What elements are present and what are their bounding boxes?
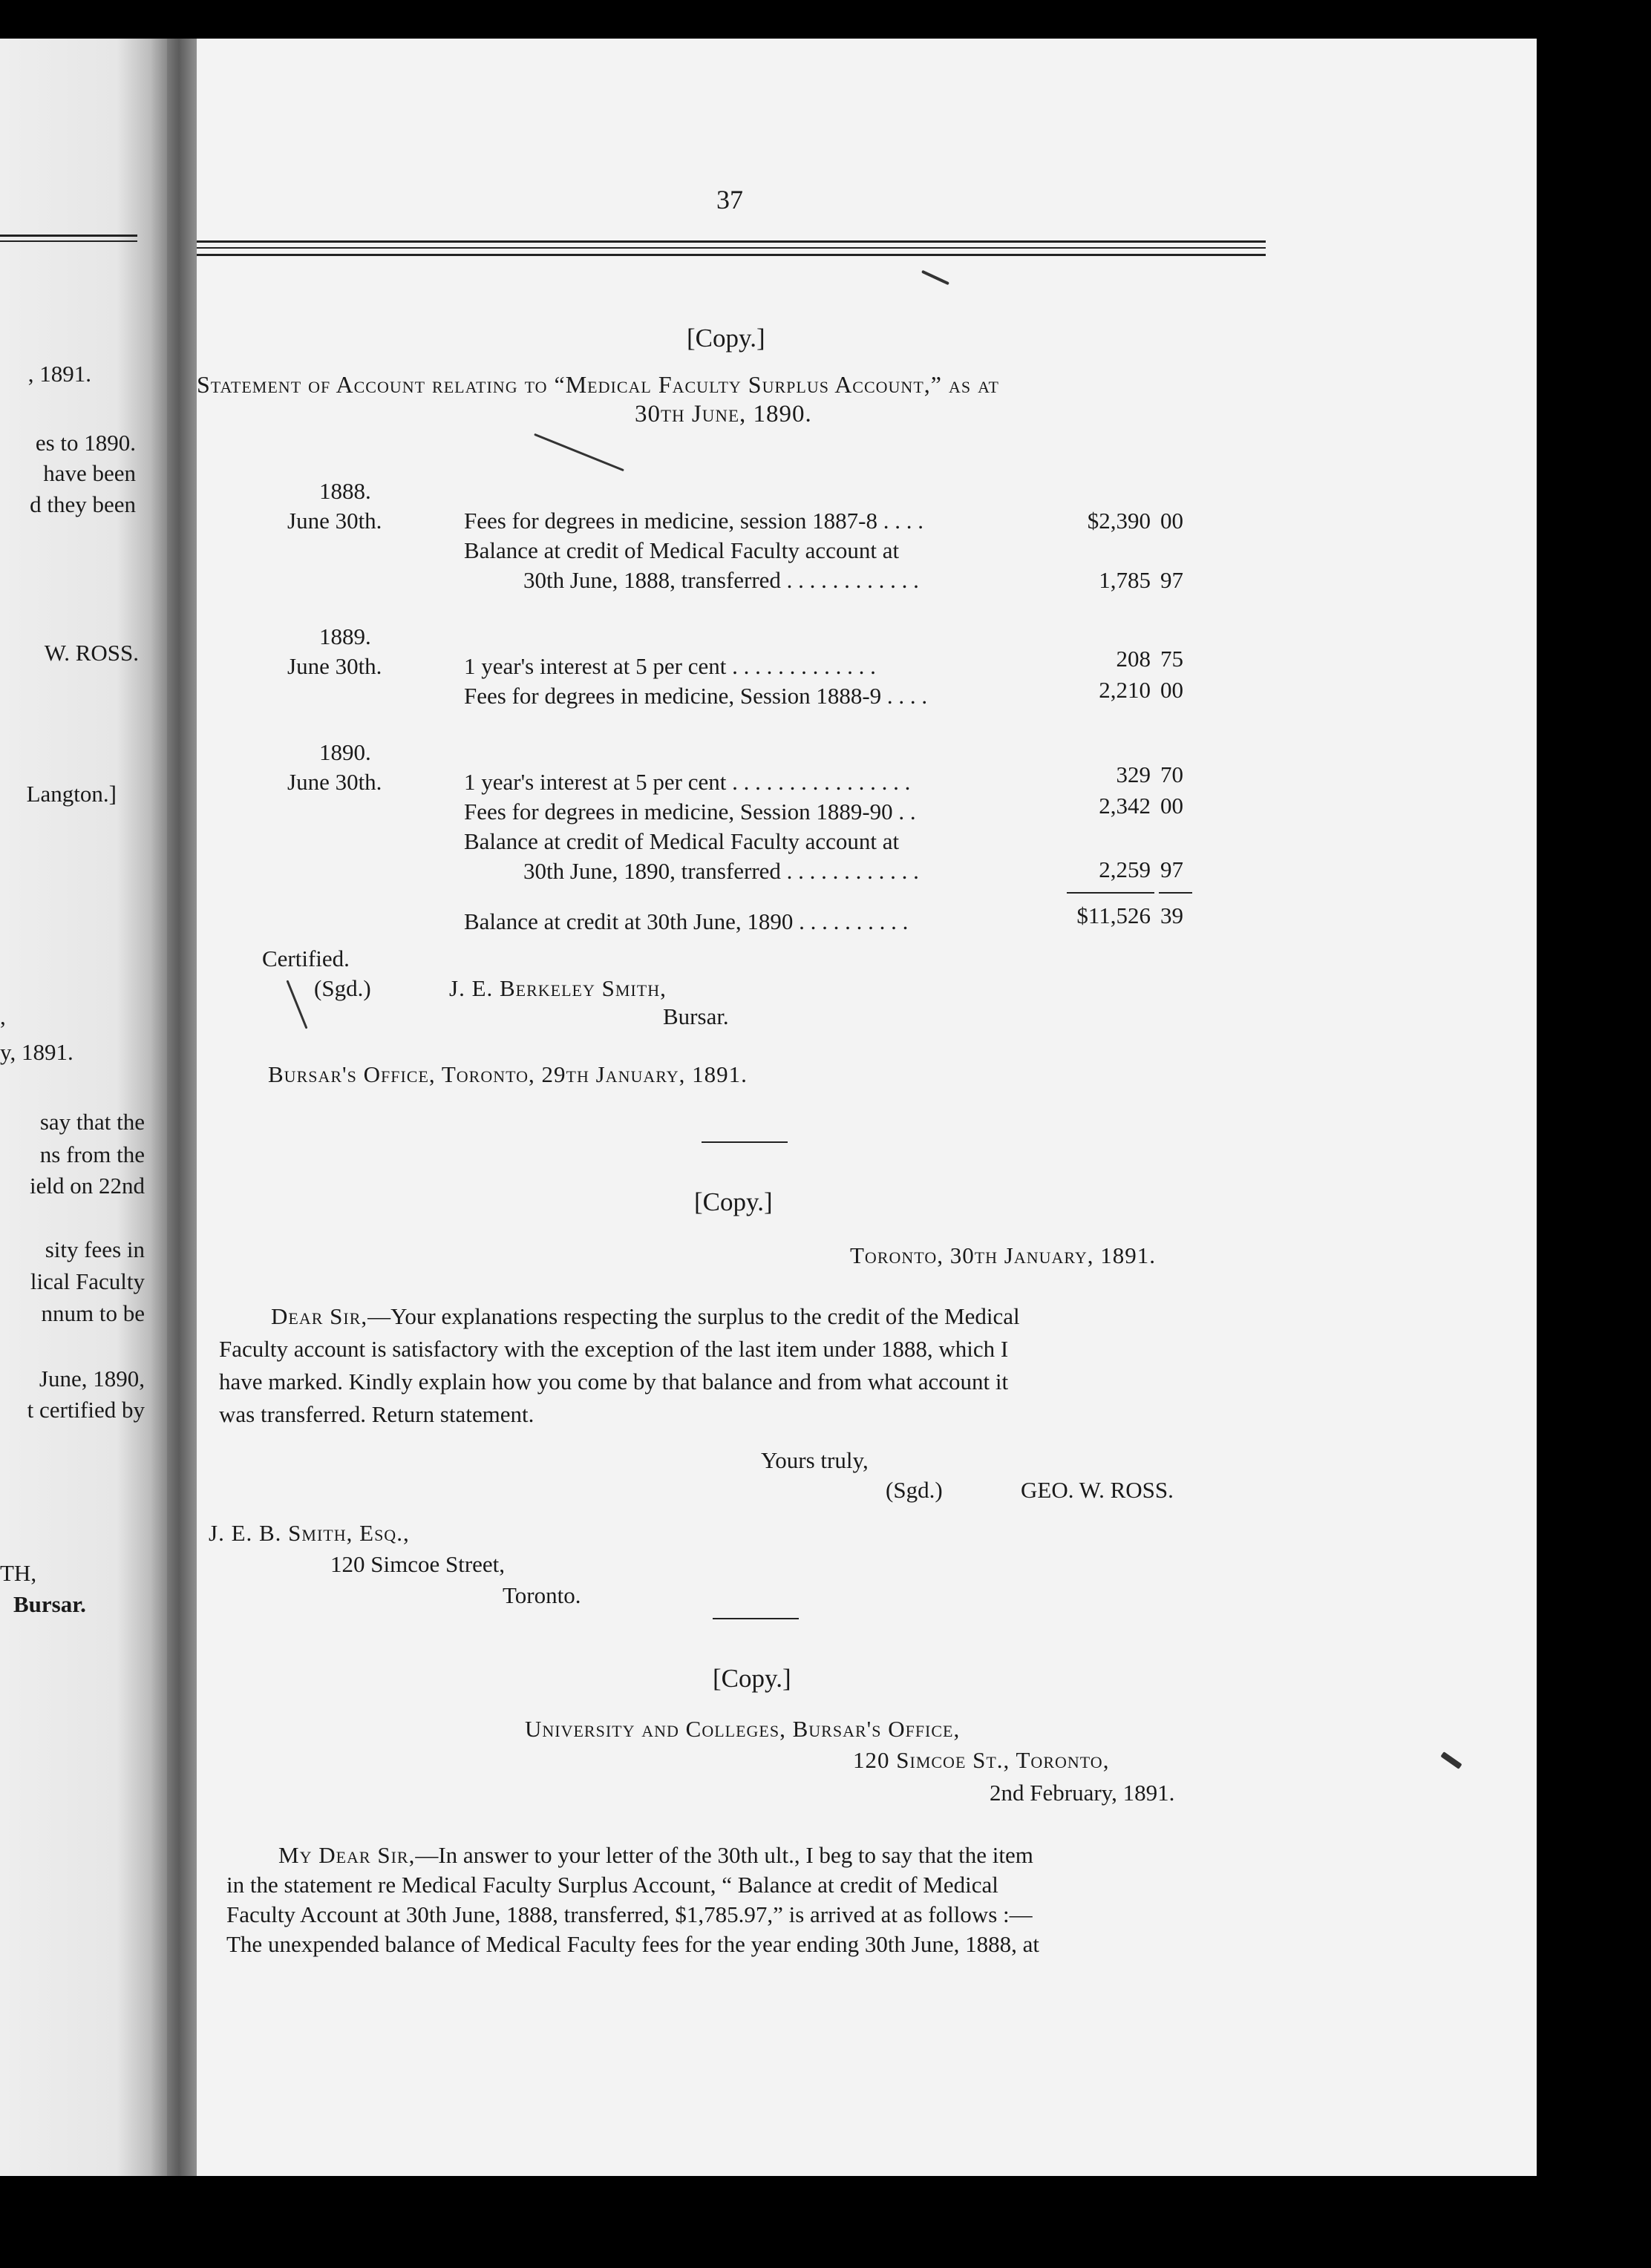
header-rule xyxy=(197,240,1266,243)
left-page-line: sity fees in xyxy=(45,1236,145,1262)
entry-description: Balance at credit of Medical Faculty account at xyxy=(464,828,900,854)
left-page-rule xyxy=(0,235,137,237)
entry-date: June 30th. xyxy=(287,653,382,679)
entry-dollars: 208 xyxy=(1116,646,1151,672)
addressee-line: J. E. B. Smith, Esq., xyxy=(209,1520,410,1546)
entry-dollars: 2,210 xyxy=(1099,677,1151,703)
left-page-line: Bursar. xyxy=(13,1591,86,1617)
left-page-line: lical Faculty xyxy=(30,1268,145,1294)
book-spine xyxy=(167,39,197,2176)
entry-cents: 97 xyxy=(1160,567,1183,593)
certified-label: Certified. xyxy=(262,945,350,971)
left-page-line: W. ROSS. xyxy=(44,640,139,666)
left-page-line: ield on 22nd xyxy=(30,1173,145,1199)
letter-heading: 120 Simcoe St., Toronto, xyxy=(853,1747,1110,1773)
entry-dollars: 1,785 xyxy=(1099,567,1151,593)
entry-dollars: 329 xyxy=(1116,761,1151,787)
entry-description: 30th June, 1890, transferred . . . . . . . . . . . . xyxy=(523,858,919,884)
left-facing-page xyxy=(0,39,167,2176)
left-page-line: say that the xyxy=(39,1109,145,1135)
entry-cents: 97 xyxy=(1160,856,1183,882)
addressee-line: Toronto. xyxy=(503,1582,581,1608)
page-number: 37 xyxy=(716,185,743,214)
statement-title: Statement of Account relating to “Medical Faculty Surplus Account,” as at xyxy=(197,371,999,398)
total-description: Balance at credit at 30th June, 1890 . . . . . . . . . . xyxy=(464,908,909,934)
entry-description: 1 year's interest at 5 per cent . . . . . . . . . . . . . xyxy=(464,653,876,679)
left-page-line: have been xyxy=(43,460,136,486)
letter-closing: Yours truly, xyxy=(761,1447,869,1473)
letter-body-line: have marked. Kindly explain how you come by that balance and from what account it xyxy=(219,1369,1009,1394)
signer-name: GEO. W. ROSS. xyxy=(1021,1477,1174,1503)
letter-body-line: The unexpended balance of Medical Faculty fees for the year ending 30th June, 1888, at xyxy=(226,1931,1039,1957)
entry-year: 1888. xyxy=(319,478,371,504)
main-page xyxy=(197,39,1537,2176)
signer-title: Bursar. xyxy=(663,1003,729,1029)
total-underline xyxy=(1159,892,1192,894)
scan-mark xyxy=(921,270,949,286)
office-line: Bursar's Office, Toronto, 29th January, 1891. xyxy=(268,1061,748,1087)
left-page-line: ns from the xyxy=(39,1141,145,1167)
header-rule xyxy=(197,247,1266,249)
entry-description: Fees for degrees in medicine, Session 1888-9 . . . . xyxy=(464,683,928,709)
entry-description: 30th June, 1888, transferred . . . . . . . . . . . . xyxy=(523,567,919,593)
entry-cents: 00 xyxy=(1160,508,1183,534)
entry-cents: 00 xyxy=(1160,793,1183,819)
section-divider xyxy=(702,1141,788,1143)
entry-year: 1889. xyxy=(319,623,371,649)
entry-dollars: $2,390 xyxy=(1087,508,1151,534)
letter-body-line: Faculty account is satisfactory with the exception of the last item under 1888, which I xyxy=(219,1336,1009,1362)
letter-heading: University and Colleges, Bursar's Office, xyxy=(525,1716,961,1742)
letter-heading: 2nd February, 1891. xyxy=(990,1780,1175,1806)
letter-body-line: in the statement re Medical Faculty Surplus Account, “ Balance at credit of Medical xyxy=(226,1872,998,1898)
entry-description: Fees for degrees in medicine, session 1887-8 . . . . xyxy=(464,508,924,534)
copy-label: [Copy.] xyxy=(687,324,765,353)
left-page-line: nnum to be xyxy=(41,1300,145,1326)
entry-dollars: 2,259 xyxy=(1099,856,1151,882)
left-page-line: TH, xyxy=(0,1560,37,1586)
left-page-line: d they been xyxy=(30,491,136,517)
letter-salutation: Dear Sir, xyxy=(271,1303,368,1329)
letter-body-line: —Your explanations respecting the surplus to the credit of the Medical xyxy=(367,1303,1020,1329)
scan-mark xyxy=(286,980,307,1029)
left-page-line: , xyxy=(0,1003,6,1029)
letter-dateline: Toronto, 30th January, 1891. xyxy=(850,1242,1156,1268)
letter-body xyxy=(271,1303,1020,1330)
scan-mark xyxy=(1440,1751,1462,1769)
letter-body-line: —In answer to your letter of the 30th ult., I beg to say that the item xyxy=(415,1842,1033,1868)
sgd-label: (Sgd.) xyxy=(886,1477,943,1503)
copy-label: [Copy.] xyxy=(694,1187,773,1216)
entry-cents: 00 xyxy=(1160,677,1183,703)
scan-mark xyxy=(534,433,624,471)
letter-body xyxy=(278,1842,1033,1869)
left-page-line: June, 1890, xyxy=(39,1366,145,1392)
letter-salutation: My Dear Sir, xyxy=(278,1842,416,1868)
copy-label: [Copy.] xyxy=(713,1664,791,1693)
letter-body-line: Faculty Account at 30th June, 1888, transferred, $1,785.97,” is arrived at as follows :— xyxy=(226,1901,1033,1927)
letter-body-line: was transferred. Return statement. xyxy=(219,1401,534,1427)
signer-name: J. E. Berkeley Smith, xyxy=(449,975,667,1001)
left-page-line: Langton.] xyxy=(26,781,117,807)
statement-title-date: 30th June, 1890. xyxy=(635,401,812,427)
addressee-line: 120 Simcoe Street, xyxy=(330,1551,506,1577)
left-page-line: y, 1891. xyxy=(0,1039,73,1065)
header-rule xyxy=(197,254,1266,256)
entry-description: Balance at credit of Medical Faculty account at xyxy=(464,537,900,563)
entry-description: Fees for degrees in medicine, Session 1889-90 . . xyxy=(464,799,916,825)
entry-dollars: 2,342 xyxy=(1099,793,1151,819)
left-page-line: es to 1890. xyxy=(35,430,136,456)
section-divider xyxy=(713,1618,799,1619)
total-underline xyxy=(1067,892,1154,894)
entry-date: June 30th. xyxy=(287,508,382,534)
total-cents: 39 xyxy=(1160,902,1183,928)
entry-cents: 75 xyxy=(1160,646,1183,672)
total-dollars: $11,526 xyxy=(1076,902,1151,928)
left-page-line: , 1891. xyxy=(27,361,91,387)
sgd-label: (Sgd.) xyxy=(314,975,371,1001)
entry-cents: 70 xyxy=(1160,761,1183,787)
left-page-line: t certified by xyxy=(27,1397,145,1423)
entry-year: 1890. xyxy=(319,739,371,765)
left-page-rule xyxy=(0,240,137,242)
entry-description: 1 year's interest at 5 per cent . . . . . . . . . . . . . . . . xyxy=(464,769,911,795)
entry-date: June 30th. xyxy=(287,769,382,795)
